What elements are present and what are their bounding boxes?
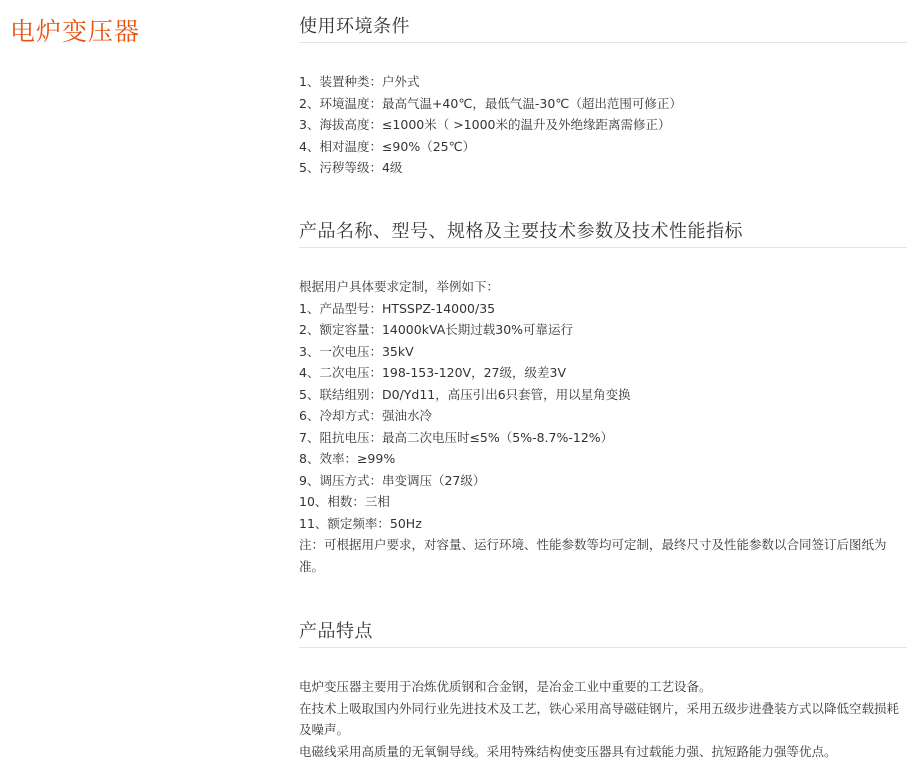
- text-line: 4、二次电压：198-153-120V，27级，级差3V: [299, 365, 567, 380]
- section-title: 使用环境条件: [299, 16, 410, 37]
- text-line: 4、相对温度：≤90%（25℃）: [299, 138, 476, 154]
- text-line: 5、联结组别：D0/Yd11，高压引出6只套管，用以星角变换: [299, 386, 631, 402]
- text-line: 5、污秽等级：4级: [299, 160, 403, 175]
- text-line: 根据用户具体要求定制，举例如下：: [299, 279, 500, 294]
- section-divider: [299, 42, 907, 43]
- section-divider: [299, 247, 907, 248]
- text-line: 11、额定频率：50Hz: [299, 515, 422, 531]
- section-features: [299, 617, 907, 759]
- paragraph: 电炉变压器主要用于冶炼优质钢和合金钢，是冶金工业中重要的工艺设备。: [299, 679, 712, 694]
- paragraph: 电磁线采用高质量的无氧铜导线。采用特殊结构使变压器具有过载能力强、抗短路能力强等优点。: [299, 743, 837, 759]
- text-line: 9、调压方式：串变调压（27级）: [299, 472, 486, 488]
- section-title: 产品特点: [299, 621, 373, 642]
- text-line: 3、海拔高度：≤1000米（ >1000米的温升及外绝缘距离需修正）: [299, 117, 671, 132]
- text-line: 1、产品型号：HTSSPZ-14000/35: [299, 300, 496, 316]
- text-line: 2、额定容量：14000kVA长期过载30%可靠运行: [299, 322, 574, 337]
- paragraph: 在技术上吸取国内外同行业先进技术及工艺，铁心采用高导磁硅钢片，采用五级步进叠装方式以降低空载损耗及噪声。: [299, 700, 900, 737]
- section-specifications: [299, 217, 907, 574]
- section-body: [299, 276, 907, 577]
- page-title: 电炉变压器: [10, 17, 141, 46]
- text-line: 7、阻抗电压：最高二次电压时≤5%（5%-8.7%-12%）: [299, 429, 614, 445]
- text-line: 2、环境温度：最高气温+40℃，最低气温-30℃（超出范围可修正）: [299, 95, 682, 111]
- section-divider: [299, 647, 907, 648]
- text-line: 3、一次电压：35kV: [299, 343, 414, 359]
- section-environment: [299, 12, 907, 175]
- section-body: [299, 676, 907, 762]
- text-line: 6、冷却方式：强油水冷: [299, 408, 432, 423]
- section-title: 产品名称、型号、规格及主要技术参数及技术性能指标: [299, 221, 743, 242]
- section-body: [299, 71, 907, 179]
- text-line: 1、装置种类：户外式: [299, 74, 420, 89]
- note-text: 注：可根据用户要求，对容量、运行环境、性能参数等均可定制，最终尺寸及性能参数以合同签订后图纸为准。: [299, 537, 887, 574]
- text-line: 8、效率：≥99%: [299, 451, 396, 466]
- text-line: 10、相数：三相: [299, 494, 390, 509]
